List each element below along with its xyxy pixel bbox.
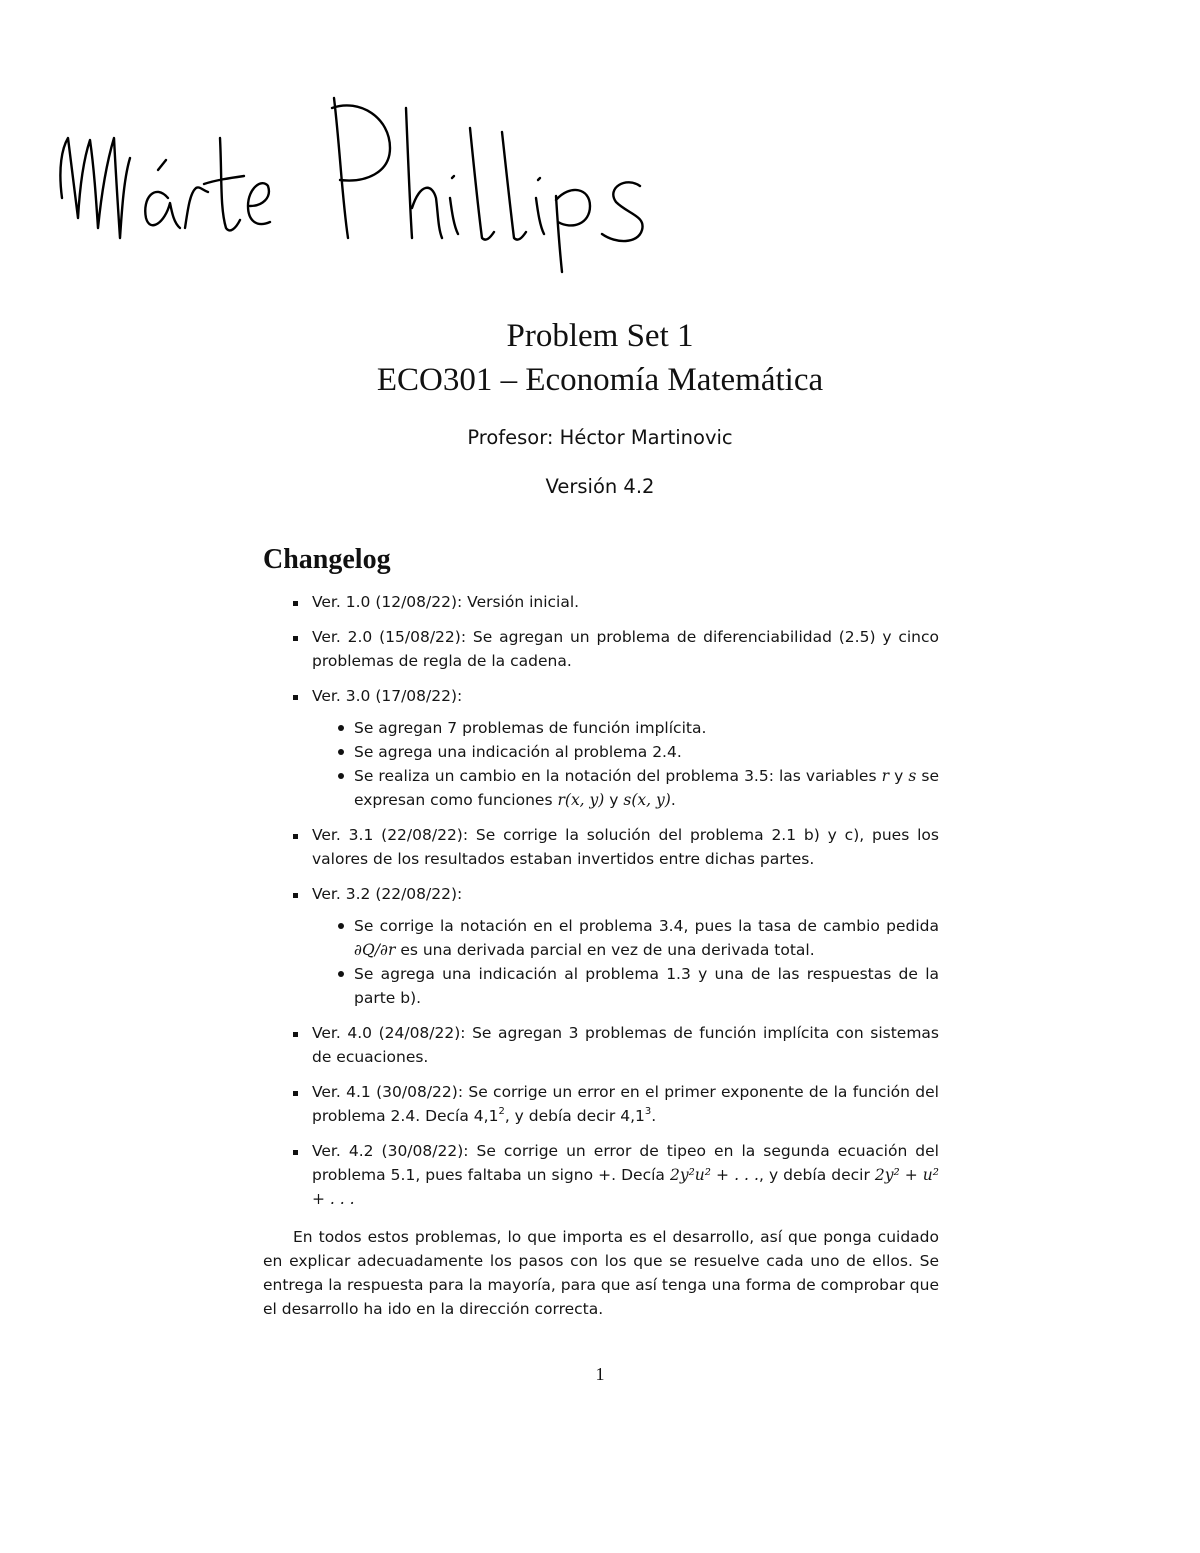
professor-line: Profesor: Héctor Martinovic (467, 426, 733, 449)
changelog-entry-4-1: Ver. 4.1 (30/08/22): Se corrige un error en el primer exponente de la función del problema 2.4. Decía $4,1^2$, y debía decir $4,1^3$. (263, 1080, 939, 1128)
expression-new: 2y² + u² + . . . (312, 1166, 939, 1208)
changelog-subitem: Se corrige la notación en el problema 3.4, pues la tasa de cambio pedida ∂Q/∂r es una derivada parcial en vez de una derivada total. (312, 914, 939, 962)
changelog-subitem: Se agrega una indicación al problema 2.4. (312, 740, 939, 764)
expression-old: 2y²u² + . . . (669, 1166, 759, 1184)
changelog-content (263, 590, 939, 1321)
changelog-subitem: Se realiza un cambio en la notación del problema 3.5: las variables r y s se expresan como funciones r(x, y) y s(x, y). (312, 764, 939, 812)
changelog-heading: Changelog (263, 544, 391, 575)
changelog-list (263, 590, 939, 1211)
version-line: Versión 4.2 (545, 475, 655, 498)
handwritten-signature (50, 88, 710, 278)
changelog-entry-3-0: Ver. 3.0 (17/08/22): Se agregan 7 problemas de función implícita. Se agrega una indicación al problema 2.4. Se realiza un cambio en la notación del problema 3.5: las variables r y s se expresan como funciones r(x, y) y s(x, y). (263, 684, 939, 812)
changelog-sublist-3-0 (312, 716, 939, 812)
changelog-subitem: Se agrega una indicación al problema 1.3 y una de las respuestas de la parte b). (312, 962, 939, 1010)
function-r: r(x, y) (557, 791, 605, 809)
variable-s: s (908, 767, 917, 785)
changelog-entry-3-1: Ver. 3.1 (22/08/22): Se corrige la solución del problema 2.1 b) y c), pues los valores de los resultados estaban invertidos entre dichas partes. (263, 823, 939, 871)
changelog-entry-4-0: Ver. 4.0 (24/08/22): Se agregan 3 problemas de función implícita con sistemas de ecuaciones. (263, 1021, 939, 1069)
changelog-entry-1-0: Ver. 1.0 (12/08/22): Versión inicial. (263, 590, 939, 614)
changelog-entry-2-0: Ver. 2.0 (15/08/22): Se agregan un problema de diferenciabilidad (2.5) y cinco problemas de regla de la cadena. (263, 625, 939, 673)
document-title: Problem Set 1 (506, 318, 694, 354)
changelog-sublist-3-2 (312, 914, 939, 1010)
changelog-entry-3-2: Ver. 3.2 (22/08/22): Se corrige la notación en el problema 3.4, pues la tasa de cambio pedida ∂Q/∂r es una derivada parcial en vez de una derivada total. Se agrega una indicación al problema 1.3 y una de las respuestas de la parte b). (263, 882, 939, 1010)
changelog-subitem: Se agregan 7 problemas de función implícita. (312, 716, 939, 740)
changelog-entry-4-2: Ver. 4.2 (30/08/22): Se corrige un error de tipeo en la segunda ecuación del problema 5.1, pues faltaba un signo +. Decía 2y²u² + . . ., y debía decir 2y² + u² + . . . (263, 1139, 939, 1211)
function-s: s(x, y) (623, 791, 671, 809)
page-number: 1 (595, 1364, 605, 1384)
partial-derivative: ∂Q/∂r (354, 941, 396, 959)
instructions-paragraph: En todos estos problemas, lo que importa es el desarrollo, así que ponga cuidado en explicar adecuadamente los pasos con los que se resuelve cada uno de ellos. Se entrega la respuesta para la mayoría, para que así tenga una forma de comprobar que el desarrollo ha ido en la dirección correcta. (263, 1228, 939, 1318)
variable-r: r (881, 767, 890, 785)
course-title: ECO301 – Economía Matemática (376, 362, 824, 398)
